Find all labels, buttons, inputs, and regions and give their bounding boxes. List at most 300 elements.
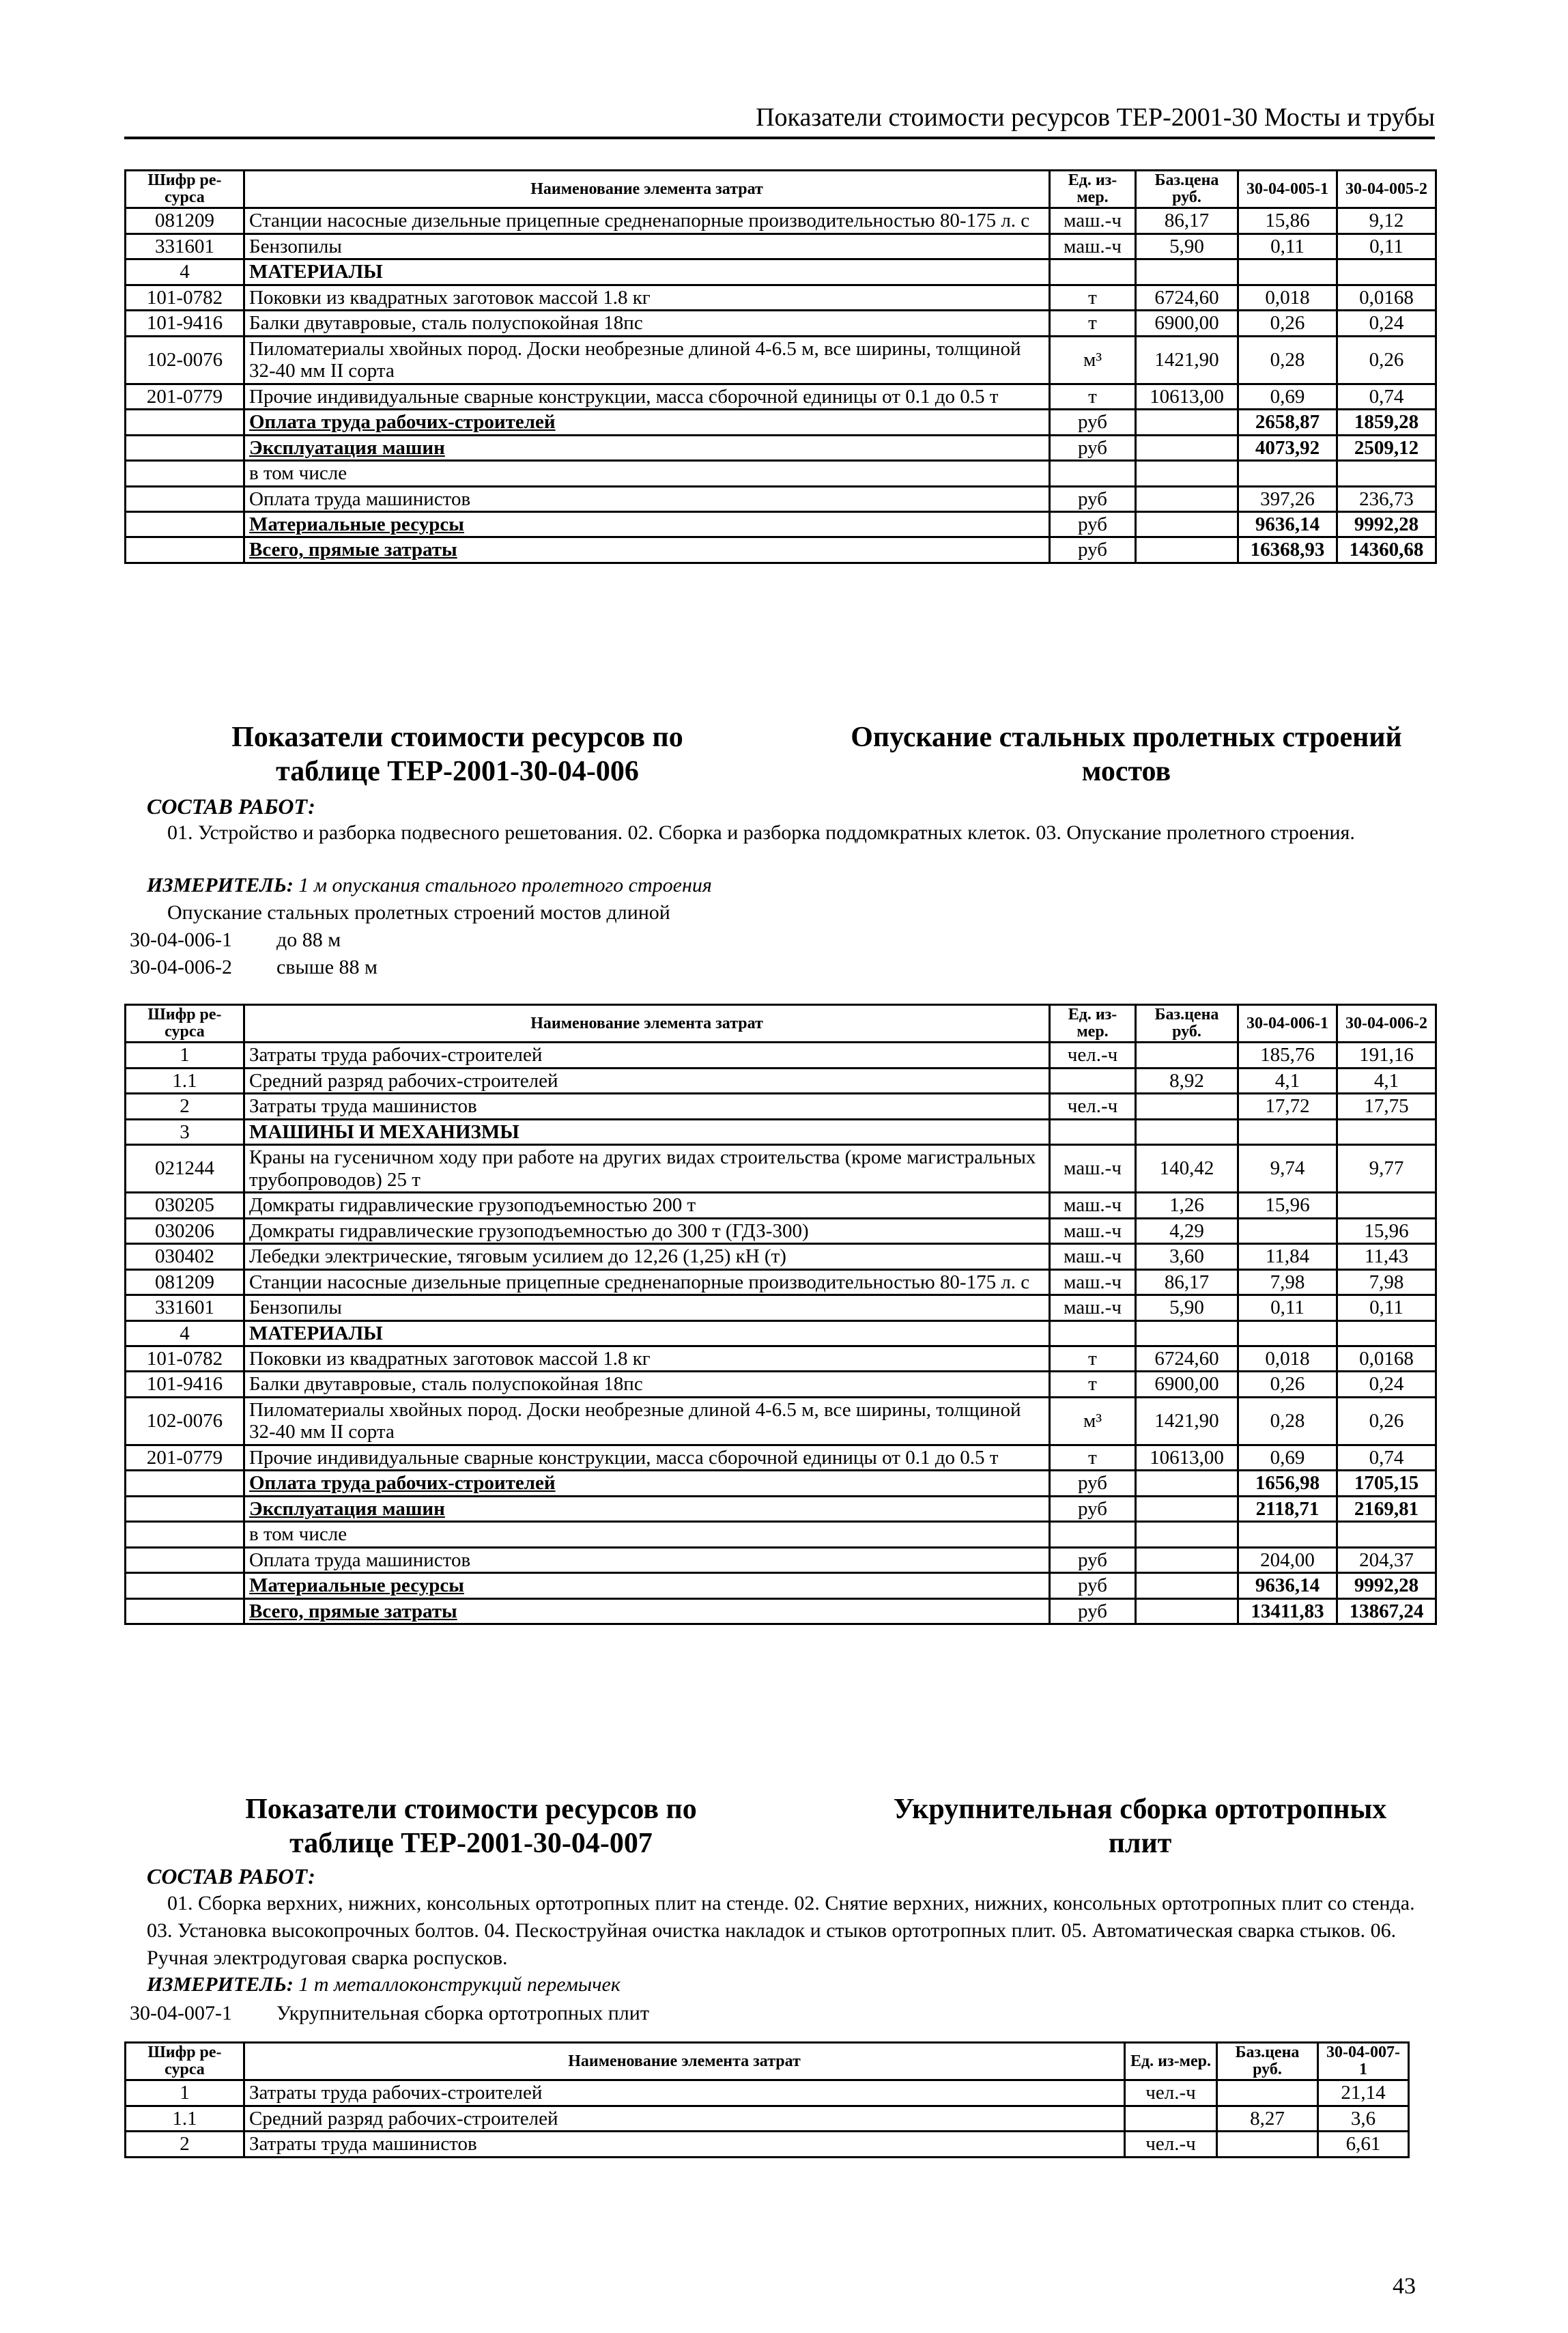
resource-value: 0,11: [1238, 1295, 1337, 1320]
resource-unit: чел.-ч: [1125, 2080, 1217, 2106]
resource-value: 185,76: [1238, 1043, 1337, 1068]
summary-unit: руб: [1050, 537, 1136, 563]
summary-name: Материальные ресурсы: [244, 1573, 1050, 1598]
resource-code: 1: [126, 2080, 244, 2106]
meter-label-007: ИЗМЕРИТЕЛЬ:: [147, 1973, 294, 1996]
summary-value: 13411,83: [1238, 1598, 1337, 1624]
summary-code: [126, 1573, 244, 1598]
resource-value: [1238, 1320, 1337, 1346]
table-row: [126, 1218, 1436, 1243]
summary-unit: руб: [1050, 1598, 1136, 1624]
summary-value: 1859,28: [1337, 410, 1436, 435]
resource-unit: т: [1050, 1346, 1136, 1372]
col-code: Шифр ре-сурса: [126, 171, 244, 208]
resource-code: 081209: [126, 208, 244, 234]
summary-price: [1136, 1471, 1238, 1496]
resource-price: 1421,90: [1136, 1397, 1238, 1445]
summary-name: Оплата труда машинистов: [244, 486, 1050, 511]
resource-code: 3: [126, 1119, 244, 1144]
resource-value: 4,1: [1238, 1068, 1337, 1093]
resource-table-006: [124, 1004, 1437, 1625]
summary-price: [1136, 410, 1238, 435]
resource-value: 9,12: [1337, 208, 1436, 234]
resource-unit: чел.-ч: [1050, 1094, 1136, 1119]
resource-value: 15,96: [1238, 1193, 1337, 1218]
resource-unit: маш.-ч: [1050, 234, 1136, 259]
variant-text-2: свыше 88 м: [276, 956, 378, 978]
col-variant-2: 30-04-006-2: [1337, 1005, 1436, 1043]
summary-code: [126, 410, 244, 435]
resource-value: 7,98: [1238, 1269, 1337, 1295]
summary-value: 13867,24: [1337, 1598, 1436, 1624]
resource-price: 1,26: [1136, 1193, 1238, 1218]
resource-value: 11,43: [1337, 1244, 1436, 1269]
resource-unit: чел.-ч: [1125, 2132, 1217, 2157]
table-row: [126, 2106, 1409, 2131]
resource-value: 3,6: [1318, 2106, 1409, 2131]
summary-name: Оплата труда рабочих-строителей: [244, 1471, 1050, 1496]
resource-price: 4,29: [1136, 1218, 1238, 1243]
resource-name: Бензопилы: [244, 1295, 1050, 1320]
resource-value: [1238, 1119, 1337, 1144]
summary-code: [126, 1598, 244, 1624]
resource-unit: маш.-ч: [1050, 1218, 1136, 1243]
table-row: [126, 1119, 1436, 1144]
summary-code: [126, 537, 244, 563]
resource-value: 0,24: [1337, 311, 1436, 336]
summary-unit: руб: [1050, 1471, 1136, 1496]
variants-subtitle: Опускание стальных пролетных строений мостов длиной: [167, 901, 670, 924]
resource-code: 201-0779: [126, 1445, 244, 1470]
col-name: Наименование элемента затрат: [244, 171, 1050, 208]
variant-code-1: 30-04-006-1: [130, 929, 232, 951]
section-title-006-left: Показатели стоимости ресурсов по таблице ТЕР-2001-30-04-006: [231, 722, 683, 787]
resource-code: 4: [126, 1320, 244, 1346]
summary-code: [126, 1496, 244, 1521]
summary-unit: [1050, 1522, 1136, 1547]
resource-unit: маш.-ч: [1050, 208, 1136, 234]
summary-value: [1337, 461, 1436, 486]
resource-code: 101-9416: [126, 311, 244, 336]
table-row: [126, 1397, 1436, 1445]
meter-text-007: 1 т металлоконструкций перемычек: [298, 1973, 621, 1996]
resource-name: Краны на гусеничном ходу при работе на других видах строительства (кроме магистральных трубопроводов) 25 т: [244, 1145, 1050, 1193]
resource-price: 6724,60: [1136, 1346, 1238, 1372]
section-title-007-left: Показатели стоимости ресурсов по таблице ТЕР-2001-30-04-007: [245, 1794, 697, 1859]
col-code: Шифр ре-сурса: [126, 2043, 244, 2080]
resource-price: 3,60: [1136, 1244, 1238, 1269]
resource-price: [1217, 2080, 1318, 2106]
resource-value: 0,24: [1337, 1372, 1436, 1397]
resource-name: Пиломатериалы хвойных пород. Доски необрезные длиной 4-6.5 м, все ширины, толщиной 32-40 мм II сорта: [244, 336, 1050, 384]
resource-name: МАТЕРИАЛЫ: [244, 259, 1050, 285]
resource-value: 0,26: [1337, 1397, 1436, 1445]
summary-name: Эксплуатация машин: [244, 1496, 1050, 1521]
summary-value: 2118,71: [1238, 1496, 1337, 1521]
table-header-row: [126, 171, 1436, 208]
resource-value: 0,018: [1238, 285, 1337, 310]
summary-code: [126, 1471, 244, 1496]
summary-unit: [1050, 461, 1136, 486]
resource-code: 2: [126, 2132, 244, 2157]
resource-price: [1136, 259, 1238, 285]
section-title-006-right: Опускание стальных пролетных строений мостов: [851, 722, 1402, 787]
resource-value: 7,98: [1337, 1269, 1436, 1295]
summary-value: 4073,92: [1238, 435, 1337, 460]
summary-name: в том числе: [244, 1522, 1050, 1547]
resource-unit: маш.-ч: [1050, 1193, 1136, 1218]
resource-value: 17,75: [1337, 1094, 1436, 1119]
resource-name: Пиломатериалы хвойных пород. Доски необрезные длиной 4-6.5 м, все ширины, толщиной 32-40 мм II сорта: [244, 1397, 1050, 1445]
summary-row: [126, 1522, 1436, 1547]
resource-value: 9,74: [1238, 1145, 1337, 1193]
resource-code: 081209: [126, 1269, 244, 1295]
summary-value: 9992,28: [1337, 1573, 1436, 1598]
resource-name: Прочие индивидуальные сварные конструкции, масса сборочной единицы от 0.1 до 0.5 т: [244, 1445, 1050, 1470]
table-header-row: [126, 1005, 1436, 1043]
resource-code: 331601: [126, 234, 244, 259]
summary-row: [126, 1598, 1436, 1624]
table-row: [126, 208, 1436, 234]
composition-label-007: СОСТАВ РАБОТ:: [147, 1864, 315, 1889]
resource-price: [1136, 1320, 1238, 1346]
variant-text-1: до 88 м: [276, 929, 341, 951]
resource-unit: м³: [1050, 336, 1136, 384]
resource-unit: [1050, 1068, 1136, 1093]
summary-value: 236,73: [1337, 486, 1436, 511]
summary-unit: руб: [1050, 435, 1136, 460]
resource-name: Станции насосные дизельные прицепные средненапорные производительностью 80-175 л. с: [244, 208, 1050, 234]
resource-value: [1238, 259, 1337, 285]
summary-value: 14360,68: [1337, 537, 1436, 563]
resource-price: 10613,00: [1136, 1445, 1238, 1470]
resource-name: Домкраты гидравлические грузоподъемностью до 300 т (ГДЗ-300): [244, 1218, 1050, 1243]
resource-value: 21,14: [1318, 2080, 1409, 2106]
resource-value: 0,26: [1238, 1372, 1337, 1397]
resource-price: 6724,60: [1136, 285, 1238, 310]
table-row: [126, 2132, 1409, 2157]
table-row: [126, 1094, 1436, 1119]
summary-row: [126, 1471, 1436, 1496]
resource-unit: маш.-ч: [1050, 1295, 1136, 1320]
resource-value: [1337, 259, 1436, 285]
summary-name: Всего, прямые затраты: [244, 1598, 1050, 1624]
table-row: [126, 1043, 1436, 1068]
table-row: [126, 285, 1436, 310]
resource-value: 0,26: [1337, 336, 1436, 384]
table-row: [126, 1193, 1436, 1218]
col-variant-1: 30-04-006-1: [1238, 1005, 1337, 1043]
resource-value: 4,1: [1337, 1068, 1436, 1093]
table-row: [126, 336, 1436, 384]
resource-name: Балки двутавровые, сталь полуспокойная 18пс: [244, 311, 1050, 336]
summary-row: [126, 435, 1436, 460]
resource-unit: [1125, 2106, 1217, 2131]
table-row: [126, 234, 1436, 259]
summary-value: 204,00: [1238, 1547, 1337, 1572]
resource-name: Средний разряд рабочих-строителей: [244, 1068, 1050, 1093]
resource-value: 0,0168: [1337, 285, 1436, 310]
summary-value: 16368,93: [1238, 537, 1337, 563]
summary-price: [1136, 1598, 1238, 1624]
resource-value: [1337, 1193, 1436, 1218]
resource-name: Поковки из квадратных заготовок массой 1.8 кг: [244, 1346, 1050, 1372]
resource-unit: т: [1050, 285, 1136, 310]
meter-text: 1 м опускания стального пролетного строения: [298, 874, 712, 896]
resource-value: 0,28: [1238, 1397, 1337, 1445]
resource-unit: [1050, 1119, 1136, 1144]
summary-price: [1136, 1522, 1238, 1547]
resource-unit: маш.-ч: [1050, 1244, 1136, 1269]
resource-code: 021244: [126, 1145, 244, 1193]
table-row: [126, 1320, 1436, 1346]
resource-unit: т: [1050, 311, 1136, 336]
col-price: Баз.цена руб.: [1136, 171, 1238, 208]
variant-code-007: 30-04-007-1: [130, 2002, 232, 2024]
resource-name: Лебедки электрические, тяговым усилием до 12,26 (1,25) кН (т): [244, 1244, 1050, 1269]
summary-price: [1136, 537, 1238, 563]
summary-price: [1136, 1496, 1238, 1521]
resource-value: 0,28: [1238, 336, 1337, 384]
resource-name: Затраты труда рабочих-строителей: [244, 1043, 1050, 1068]
summary-code: [126, 486, 244, 511]
resource-name: Затраты труда рабочих-строителей: [244, 2080, 1125, 2106]
resource-value: 17,72: [1238, 1094, 1337, 1119]
col-name: Наименование элемента затрат: [244, 1005, 1050, 1043]
resource-code: 1.1: [126, 2106, 244, 2131]
summary-value: 1656,98: [1238, 1471, 1337, 1496]
resource-value: 0,018: [1238, 1346, 1337, 1372]
table-row: [126, 1445, 1436, 1470]
resource-price: 8,27: [1217, 2106, 1318, 2131]
summary-value: 204,37: [1337, 1547, 1436, 1572]
summary-unit: руб: [1050, 1547, 1136, 1572]
meter-line: [147, 874, 712, 897]
summary-row: [126, 1496, 1436, 1521]
resource-name: Балки двутавровые, сталь полуспокойная 18пс: [244, 1372, 1050, 1397]
table-row: [126, 1244, 1436, 1269]
summary-value: 397,26: [1238, 486, 1337, 511]
resource-value: 0,69: [1238, 384, 1337, 409]
summary-unit: руб: [1050, 1573, 1136, 1598]
summary-name: Оплата труда машинистов: [244, 1547, 1050, 1572]
resource-name: МАШИНЫ И МЕХАНИЗМЫ: [244, 1119, 1050, 1144]
resource-value: 0,26: [1238, 311, 1337, 336]
summary-unit: руб: [1050, 512, 1136, 537]
resource-name: Прочие индивидуальные сварные конструкции, масса сборочной единицы от 0.1 до 0.5 т: [244, 384, 1050, 409]
resource-code: 1: [126, 1043, 244, 1068]
resource-price: 86,17: [1136, 208, 1238, 234]
meter-label: ИЗМЕРИТЕЛЬ:: [147, 874, 294, 896]
summary-value: 9992,28: [1337, 512, 1436, 537]
resource-unit: м³: [1050, 1397, 1136, 1445]
composition-text: 01. Устройство и разборка подвесного решетования. 02. Сборка и разборка поддомкратных клеток. 03. Опускание пролетного строения.: [167, 821, 1355, 844]
table-row: [126, 311, 1436, 336]
variant-text-007: Укрупнительная сборка ортотропных плит: [276, 2002, 649, 2024]
col-code: Шифр ре-сурса: [126, 1005, 244, 1043]
summary-price: [1136, 1547, 1238, 1572]
resource-name: Средний разряд рабочих-строителей: [244, 2106, 1125, 2131]
composition-text-007: 01. Сборка верхних, нижних, консольных ортотропных плит на стенде. 02. Снятие верхних, нижних, консольных ортотропных плит со стенда. 03. Установка высокопрочных болтов. 04. Пескоструйная очистка накладок и стыков ортотропных плит. 05. Автоматическая сварка стыков. 06. Ручная электродуговая сварка роспусков.: [147, 1892, 1415, 1969]
col-price: Баз.цена руб.: [1217, 2043, 1318, 2080]
summary-row: [126, 461, 1436, 486]
summary-row: [126, 537, 1436, 563]
resource-value: 0,11: [1337, 234, 1436, 259]
summary-name: Материальные ресурсы: [244, 512, 1050, 537]
resource-code: 1.1: [126, 1068, 244, 1093]
summary-row: [126, 512, 1436, 537]
summary-row: [126, 1573, 1436, 1598]
table-row: [126, 1269, 1436, 1295]
resource-price: [1136, 1043, 1238, 1068]
resource-unit: чел.-ч: [1050, 1043, 1136, 1068]
resource-price: 8,92: [1136, 1068, 1238, 1093]
resource-table-005: [124, 169, 1437, 564]
resource-price: 5,90: [1136, 1295, 1238, 1320]
summary-price: [1136, 435, 1238, 460]
table-row: [126, 1145, 1436, 1193]
resource-value: 6,61: [1318, 2132, 1409, 2157]
resource-name: Бензопилы: [244, 234, 1050, 259]
resource-code: 4: [126, 259, 244, 285]
resource-code: 030205: [126, 1193, 244, 1218]
col-variant-2: 30-04-005-2: [1337, 171, 1436, 208]
resource-name: МАТЕРИАЛЫ: [244, 1320, 1050, 1346]
summary-row: [126, 1547, 1436, 1572]
resource-value: 11,84: [1238, 1244, 1337, 1269]
resource-price: [1217, 2132, 1318, 2157]
summary-name: Эксплуатация машин: [244, 435, 1050, 460]
resource-code: 331601: [126, 1295, 244, 1320]
summary-price: [1136, 1573, 1238, 1598]
resource-unit: т: [1050, 1372, 1136, 1397]
resource-code: 201-0779: [126, 384, 244, 409]
col-unit: Ед. из-мер.: [1050, 1005, 1136, 1043]
summary-row: [126, 486, 1436, 511]
table-row: [126, 2080, 1409, 2106]
col-variant-1: 30-04-007-1: [1318, 2043, 1409, 2080]
resource-unit: т: [1050, 1445, 1136, 1470]
resource-price: 10613,00: [1136, 384, 1238, 409]
resource-price: 6900,00: [1136, 311, 1238, 336]
resource-name: Затраты труда машинистов: [244, 1094, 1050, 1119]
resource-code: 101-0782: [126, 1346, 244, 1372]
resource-code: 2: [126, 1094, 244, 1119]
resource-value: 0,74: [1337, 384, 1436, 409]
table-row: [126, 259, 1436, 285]
resource-value: 15,96: [1337, 1218, 1436, 1243]
resource-code: 030206: [126, 1218, 244, 1243]
summary-code: [126, 1547, 244, 1572]
resource-code: 101-9416: [126, 1372, 244, 1397]
resource-code: 101-0782: [126, 285, 244, 310]
summary-value: 1705,15: [1337, 1471, 1436, 1496]
resource-value: 0,0168: [1337, 1346, 1436, 1372]
resource-unit: маш.-ч: [1050, 1269, 1136, 1295]
summary-name: Оплата труда рабочих-строителей: [244, 410, 1050, 435]
resource-name: Домкраты гидравлические грузоподъемностью 200 т: [244, 1193, 1050, 1218]
summary-unit: руб: [1050, 1496, 1136, 1521]
summary-price: [1136, 461, 1238, 486]
resource-value: 191,16: [1337, 1043, 1436, 1068]
section-title-007-right: Укрупнительная сборка ортотропных плит: [893, 1794, 1387, 1859]
summary-name: в том числе: [244, 461, 1050, 486]
resource-unit: [1050, 1320, 1136, 1346]
composition-label: СОСТАВ РАБОТ:: [147, 794, 315, 819]
page-number: 43: [1393, 2274, 1416, 2299]
col-price: Баз.цена руб.: [1136, 1005, 1238, 1043]
resource-price: 6900,00: [1136, 1372, 1238, 1397]
resource-name: Станции насосные дизельные прицепные средненапорные производительностью 80-175 л. с: [244, 1269, 1050, 1295]
resource-price: 5,90: [1136, 234, 1238, 259]
resource-name: Затраты труда машинистов: [244, 2132, 1125, 2157]
summary-value: 9636,14: [1238, 1573, 1337, 1598]
meter-line-007: [147, 1973, 621, 1996]
resource-table-007: [124, 2041, 1410, 2158]
resource-name: Поковки из квадратных заготовок массой 1.8 кг: [244, 285, 1050, 310]
resource-value: 9,77: [1337, 1145, 1436, 1193]
summary-value: 2169,81: [1337, 1496, 1436, 1521]
summary-name: Всего, прямые затраты: [244, 537, 1050, 563]
col-variant-1: 30-04-005-1: [1238, 171, 1337, 208]
table-header-row: [126, 2043, 1409, 2080]
resource-price: 140,42: [1136, 1145, 1238, 1193]
col-unit: Ед. из-мер.: [1125, 2043, 1217, 2080]
resource-value: 0,74: [1337, 1445, 1436, 1470]
table-row: [126, 1372, 1436, 1397]
col-name: Наименование элемента затрат: [244, 2043, 1125, 2080]
resource-price: [1136, 1094, 1238, 1119]
summary-value: [1238, 461, 1337, 486]
summary-value: [1238, 1522, 1337, 1547]
running-header: Показатели стоимости ресурсов ТЕР-2001-30 Мосты и трубы: [124, 101, 1435, 139]
summary-unit: руб: [1050, 410, 1136, 435]
table-row: [126, 384, 1436, 409]
resource-price: [1136, 1119, 1238, 1144]
resource-price: 1421,90: [1136, 336, 1238, 384]
resource-value: [1238, 1218, 1337, 1243]
summary-code: [126, 461, 244, 486]
variant-code-2: 30-04-006-2: [130, 956, 232, 978]
table-row: [126, 1068, 1436, 1093]
table-row: [126, 1346, 1436, 1372]
resource-value: 0,11: [1337, 1295, 1436, 1320]
summary-value: [1337, 1522, 1436, 1547]
resource-unit: т: [1050, 384, 1136, 409]
resource-unit: маш.-ч: [1050, 1145, 1136, 1193]
summary-unit: руб: [1050, 486, 1136, 511]
resource-value: 0,11: [1238, 234, 1337, 259]
resource-value: [1337, 1119, 1436, 1144]
summary-code: [126, 435, 244, 460]
resource-code: 030402: [126, 1244, 244, 1269]
summary-code: [126, 512, 244, 537]
resource-value: 15,86: [1238, 208, 1337, 234]
resource-code: 102-0076: [126, 1397, 244, 1445]
summary-value: 2509,12: [1337, 435, 1436, 460]
summary-row: [126, 410, 1436, 435]
resource-unit: [1050, 259, 1136, 285]
summary-price: [1136, 486, 1238, 511]
col-unit: Ед. из-мер.: [1050, 171, 1136, 208]
summary-code: [126, 1522, 244, 1547]
resource-code: 102-0076: [126, 336, 244, 384]
resource-value: [1337, 1320, 1436, 1346]
table-row: [126, 1295, 1436, 1320]
summary-value: 9636,14: [1238, 512, 1337, 537]
resource-value: 0,69: [1238, 1445, 1337, 1470]
summary-price: [1136, 512, 1238, 537]
